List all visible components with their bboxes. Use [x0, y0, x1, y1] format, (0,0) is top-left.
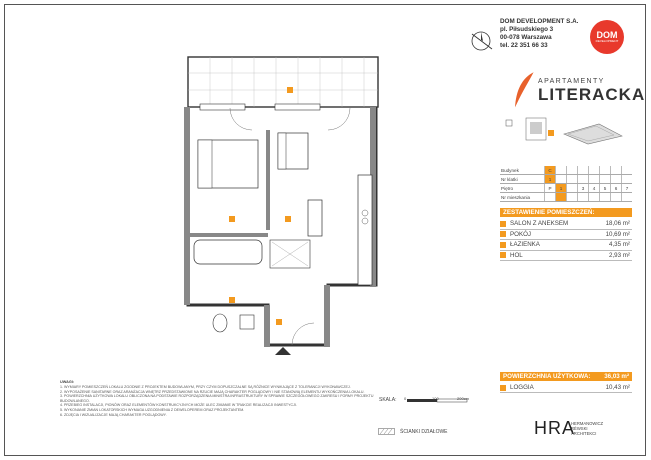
room-row	[500, 240, 632, 251]
total-area-value: 36,03 m²	[604, 373, 629, 380]
floor-plan	[180, 55, 380, 355]
facts-row	[500, 184, 632, 193]
key-plan-icon	[504, 112, 634, 152]
facts-cell: 1	[545, 175, 556, 184]
facts-cell	[578, 175, 589, 184]
facts-row	[500, 166, 632, 175]
facts-cell	[611, 175, 622, 184]
room-marker-living	[285, 216, 291, 222]
facts-cell	[567, 184, 578, 193]
room-marker-bedroom	[229, 216, 235, 222]
facts-cell	[589, 193, 600, 202]
scale-label: SKALA:	[379, 397, 397, 403]
facts-cell	[556, 193, 567, 202]
feather-icon	[512, 70, 538, 110]
facts-cell	[556, 166, 567, 175]
total-area-bar	[500, 372, 632, 381]
scale-tick-200: 200cm	[457, 396, 470, 401]
facts-label: Piętro	[500, 184, 545, 193]
room-number-marker	[500, 231, 506, 237]
loggia-area: 10,43 m²	[605, 384, 630, 391]
room-area: 4,35 m²	[609, 241, 630, 248]
note-line: 5. WYKONANIE ZMIAN LOKATORSKICH WYMAGA UZGODNIENIA Z DEWELOPEREM ORAZ PROJEKTANTEM.	[60, 407, 245, 412]
apartment-facts-table	[500, 166, 632, 202]
facts-cell	[589, 166, 600, 175]
room-row	[500, 219, 632, 230]
facts-cell	[567, 193, 578, 202]
brand-subtitle: APARTAMENTY	[538, 78, 605, 85]
facts-label: Nr mieszkania	[500, 193, 545, 202]
developer-info	[500, 18, 578, 50]
note-line: 4. PRZEBIEG INSTALACJI, PIONÓW ORAZ ELEMENTÓW KONSTRUKCYJNYCH MOŻE ULEC ZMIANIE W TRAKCIE REALIZACJI INWESTYCJI.	[60, 403, 297, 408]
facts-cell: 3	[578, 184, 589, 193]
note-line: 6. ZDJĘCIA I WIZUALIZACJE MAJĄ CHARAKTER POGLĄDOWY.	[60, 412, 167, 417]
facts-cell	[567, 175, 578, 184]
total-area-label: POWIERZCHNIA UŻYTKOWA:	[503, 373, 591, 380]
room-marker-bathroom	[229, 297, 235, 303]
room-number-marker	[500, 242, 506, 248]
facts-label: Budynek	[500, 166, 545, 175]
compass-icon	[468, 28, 496, 54]
facts-cell: 7	[622, 184, 633, 193]
room-row	[500, 251, 632, 262]
dom-logo-sub: DEVELOPMENT	[595, 39, 619, 43]
architect-logo: HRA	[534, 418, 576, 438]
loggia-row	[500, 383, 632, 393]
loggia-label: LOGGIA	[510, 384, 534, 391]
dom-logo	[590, 20, 624, 54]
rooms-list	[500, 219, 632, 261]
developer-address-1: pl. Piłsudskiego 3	[500, 26, 554, 33]
note-line: 3. POWIERZCHNIA UŻYTKOWA LOKALU OBLICZONA NA PODSTAWIE ROZPORZĄDZENIA MINISTRA INFRASTRUKTURY W SPRAWIE SZCZEGÓŁOWEGO ZAKRESU I FORMY PROJEKTU BUDOWLANEGO.	[60, 394, 374, 403]
room-marker-hall	[276, 319, 282, 325]
facts-cell	[545, 193, 556, 202]
dom-logo-text: DOM	[596, 30, 618, 40]
architect-line: ARCHITEKCI	[571, 431, 597, 436]
facts-cell	[600, 166, 611, 175]
facts-row	[500, 175, 632, 184]
room-name: SALON Z ANEKSEM	[510, 220, 569, 227]
room-name: POKÓJ	[510, 230, 531, 238]
hatch-legend-icon	[378, 428, 396, 436]
room-name: ŁAZIENKA	[510, 241, 540, 248]
developer-address-2: 00-078 Warszawa	[500, 34, 552, 41]
facts-cell: 5	[600, 184, 611, 193]
facts-cell: 6	[611, 184, 622, 193]
facts-cell	[611, 166, 622, 175]
developer-phone: tel. 22 351 66 33	[500, 42, 548, 49]
room-number-marker	[500, 252, 506, 258]
facts-cell	[611, 193, 622, 202]
facts-cell	[622, 175, 633, 184]
facts-cell: 1	[556, 184, 567, 193]
note-line: 1. WYMIARY POMIESZCZEŃ LOKALU ZGODNIE Z PROJEKTEM BUDOWLANYM, PRZY CZYM DOPUSZCZALNE SĄ RÓŻNICE WYNIKAJĄCE Z TOLERANCJI WYKONAWCZEJ.	[60, 385, 351, 389]
facts-cell	[600, 193, 611, 202]
architect-line: HERMANOWICZ	[571, 421, 604, 426]
facts-cell	[567, 166, 578, 175]
brand-title: LITERACKA	[538, 85, 646, 104]
rooms-header: ZESTAWIENIE POMIESZCZEŃ:	[500, 208, 632, 217]
room-row	[500, 230, 632, 241]
architect-name	[571, 421, 603, 436]
scale-tick-0: 0	[404, 396, 407, 401]
developer-name: DOM DEVELOPMENT S.A.	[500, 18, 579, 25]
facts-cell: 4	[589, 184, 600, 193]
facts-cell	[578, 193, 589, 202]
room-area: 10,69 m²	[605, 230, 630, 238]
room-area: 18,06 m²	[605, 220, 630, 227]
facts-row	[500, 193, 632, 202]
note-line: 2. WYPOSAŻENIE SANITARNE ORAZ ARANŻACJA WNĘTRZ PRZEDSTAWIONE NA RZUCIE MAJĄ CHARAKTER POGLĄDOWY I NIE STANOWIĄ ELEMENTU WYKOŃCZENIA LOKALU.	[60, 389, 365, 394]
facts-cell	[600, 175, 611, 184]
facts-cell	[622, 166, 633, 175]
room-name: HOL	[510, 251, 523, 259]
facts-cell	[578, 166, 589, 175]
legend-label: ŚCIANKI DZIAŁOWE	[400, 429, 448, 435]
loggia-number-marker	[500, 385, 506, 391]
notes-title: UWAGI:	[60, 380, 75, 384]
architect-line: RÉWSKI	[571, 426, 588, 431]
scale-tick-100: 100	[432, 396, 439, 401]
facts-cell	[556, 175, 567, 184]
room-area: 2,93 m²	[609, 251, 630, 259]
facts-cell: P	[545, 184, 556, 193]
room-marker-loggia	[287, 87, 293, 93]
facts-cell: C	[545, 166, 556, 175]
notes-block	[60, 385, 380, 417]
facts-cell	[622, 193, 633, 202]
room-number-marker	[500, 221, 506, 227]
facts-cell	[589, 175, 600, 184]
facts-label: Nr klatki	[500, 175, 545, 184]
